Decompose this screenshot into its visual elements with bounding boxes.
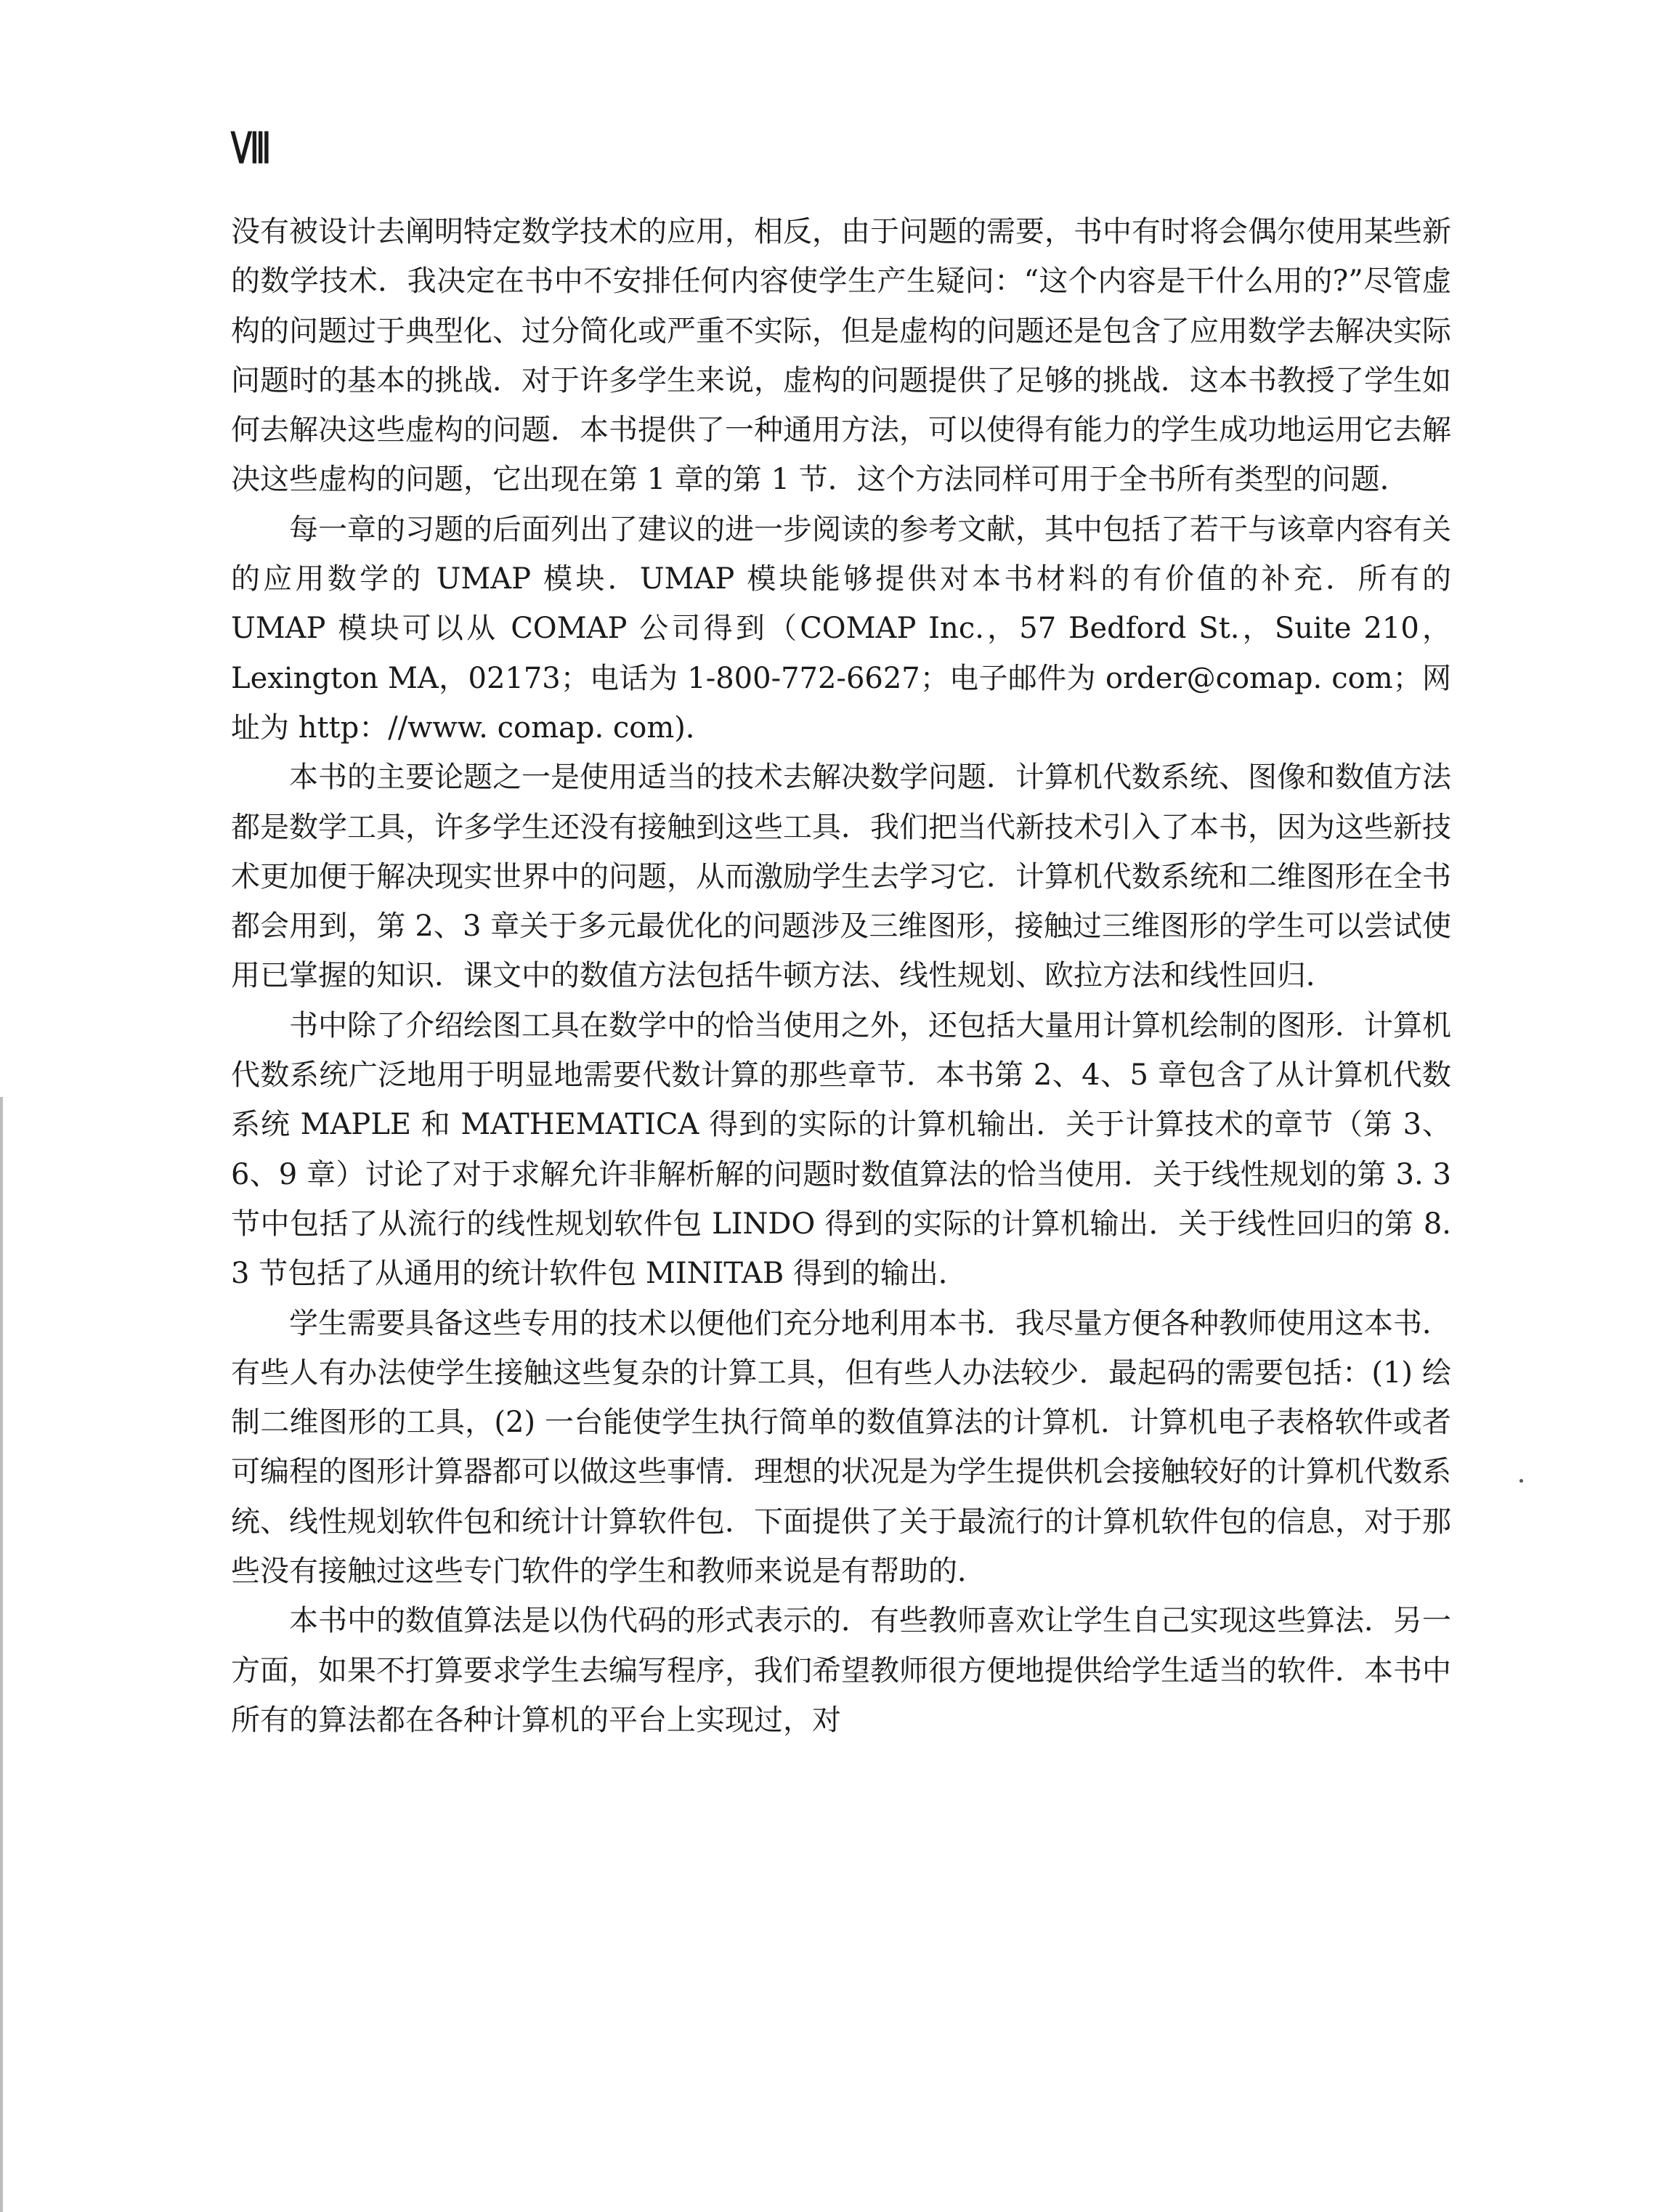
paragraph-technology-theme: 本书的主要论题之一是使用适当的技术去解决数学问题．计算机代数系统、图像和数值方法都是数学工具，许多学生还没有接触到这些工具．我们把当代新技术引入了本书，因为这些新技术更加便于解决现实世界中的问题，从而激励学生去学习它．计算机代数系统和二维图形在全书都会用到，第 2、3 章关于多元最优化的问题涉及三维图形，接触过三维图形的学生可以尝试使用已掌握的知识．课文中的数值方法包括牛顿方法、线性规划、欧拉方法和线性回归．	[231, 761, 1451, 993]
paragraph-graphics-tools: 书中除了介绍绘图工具在数学中的恰当使用之外，还包括大量用计算机绘制的图形．计算机代数系统广泛地用于明显地需要代数计算的那些章节．本书第 2、4、5 章包含了从计算机代数系统 MAPLE 和 MATHEMATICA 得到的实际的计算机输出．关于计算技术的章节（第 3、6、9 章）讨论了对于求解允许非解析解的问题时数值算法的恰当使用．关于线性规划的第 3. 3 节中包括了从流行的线性规划软件包 LINDO 得到的实际的计算机输出．关于线性回归的第 8. 3 节包括了从通用的统计软件包 MINITAB 得到的输出．	[231, 1008, 1451, 1291]
scan-speck	[1519, 1479, 1523, 1483]
body-text	[231, 207, 1451, 1745]
paragraph-umap-modules: 每一章的习题的后面列出了建议的进一步阅读的参考文献，其中包括了若干与该章内容有关的应用数学的 UMAP 模块．UMAP 模块能够提供对本书材料的有价值的补充．所有的 UMAP 模块可以从 COMAP 公司得到（COMAP Inc.，57 Bedford St.，Suite 210，Lexington MA，02173；电话为 1-800-772-6627；电子邮件为 order@comap. com；网址为 http：//www. comap. com)．	[231, 512, 1451, 745]
scan-edge-mark	[0, 1097, 3, 2212]
paragraph-student-requirements: 学生需要具备这些专用的技术以便他们充分地利用本书．我尽量方便各种教师使用这本书．有些人有办法使学生接触这些复杂的计算工具，但有些人办法较少．最起码的需要包括：(1) 绘制二维图形的工具，(2) 一台能使学生执行简单的数值算法的计算机．计算机电子表格软件或者可编程的图形计算器都可以做这些事情．理想的状况是为学生提供机会接触较好的计算机代数系统、线性规划软件包和统计计算软件包．下面提供了关于最流行的计算机软件包的信息，对于那些没有接触过这些专门软件的学生和教师来说是有帮助的．	[231, 1306, 1451, 1589]
paragraph-numerical-algorithms: 本书中的数值算法是以伪代码的形式表示的．有些教师喜欢让学生自己实现这些算法．另一方面，如果不打算要求学生去编写程序，我们希望教师很方便地提供给学生适当的软件．本书中所有的算法都在各种计算机的平台上实现过，对	[231, 1604, 1451, 1737]
paragraph-continued: 没有被设计去阐明特定数学技术的应用，相反，由于问题的需要，书中有时将会偶尔使用某些新的数学技术．我决定在书中不安排任何内容使学生产生疑问：“这个内容是干什么用的?”尽管虚构的问题过于典型化、过分简化或严重不实际，但是虚构的问题还是包含了应用数学去解决实际问题时的基本的挑战．对于许多学生来说，虚构的问题提供了足够的挑战．这本书教授了学生如何去解决这些虚构的问题．本书提供了一种通用方法，可以使得有能力的学生成功地运用它去解决这些虚构的问题，它出现在第 1 章的第 1 节．这个方法同样可用于全书所有类型的问题．	[231, 215, 1451, 497]
page-number: Ⅷ	[231, 125, 270, 172]
